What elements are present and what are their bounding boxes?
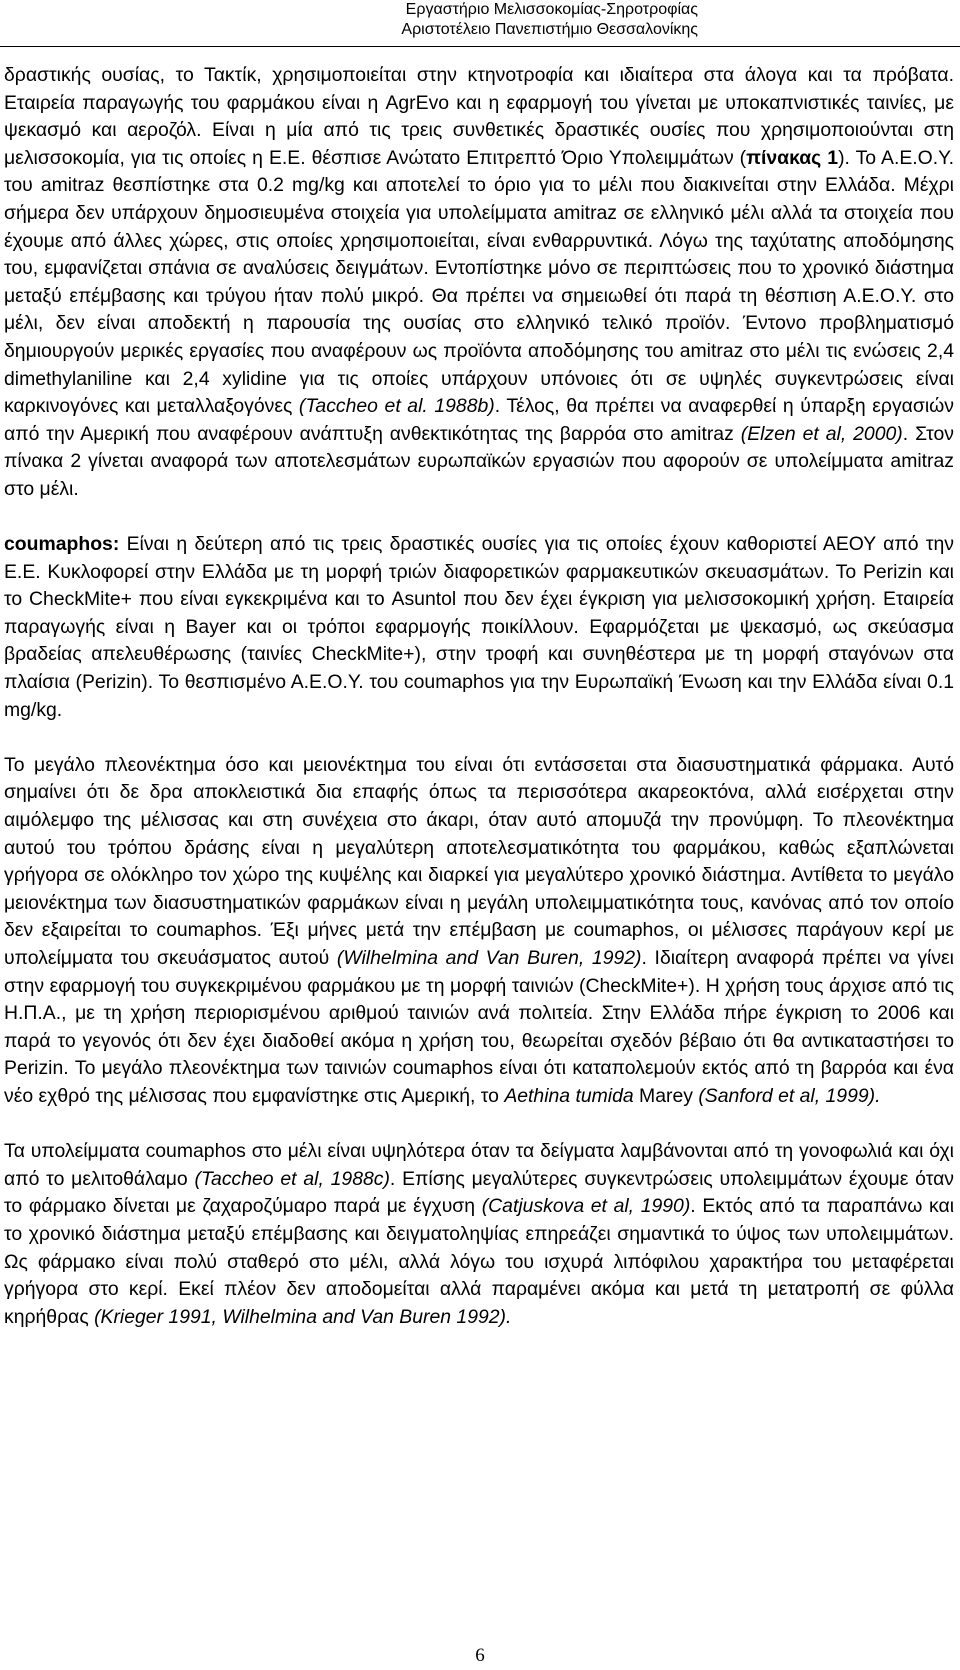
page-header [178, 0, 698, 40]
citation-text: (Krieger 1991, Wilhelmina and Van Buren 1992). [94, 1305, 512, 1328]
emphasis-text: πίνακας 1 [746, 146, 839, 169]
paragraph-text: . Επίσης μεγαλύτερες συγκεντρώσεις υπολειμμάτων έχουμε όταν το φάρμακο δίνεται με ζαχαροζύμαρο παρά με έγχυση [4, 1167, 954, 1218]
citation-text: Aethina tumida [504, 1084, 634, 1107]
paragraph-text: . Τέλος, θα πρέπει να αναφερθεί η ύπαρξη εργασιών από την Αμερική που αναφέρουν ανάπτυξη ανθεκτικότητας της βαρρόα στο amitraz [4, 395, 954, 445]
paragraph-text: Το μεγάλο πλεονέκτημα όσο και μειονέκτημα του είναι ότι εντάσσεται στα διασυστηματικά φάρμακα. Αυτό σημαίνει ότι δε δρα αποκλειστικά δια επαφής όπως τα περισσότερα ακαρεοκτόνα, αλλά εισέρχεται στην αιμόλεμφο της μέλισσας και στη συνέχεια στο άκαρι, όταν αυτό απομυζά την προνύμφη. Το πλεονέκτημα αυτού του τρόπου δράσης είναι η μεγαλύτερη αποτελεσματικότητα του φαρμάκου, καθώς εξαπλώνεται γρήγορα σε ολόκληρο τον χώρο της κυψέλης και διαρκεί για μεγαλύτερο χρονικό διάστημα. Αντίθετα το μεγάλο μειονέκτημα των διασυστηματικών φαρμάκων είναι η μεγάλη υπολειμματικότητα τους, κανόνας από τον οποίο δεν εξαιρείται το coumaphos. Έξι μήνες μετά την επέμβαση με coumaphos, οι μέλισσες παράγουν κερί με υπολείμματα του σκευάσματος αυτού [4, 753, 954, 969]
paragraph-text: Τα υπολείμματα coumaphos στο μέλι είναι υψηλότερα όταν τα δείγματα λαμβάνονται από τη γονοφωλιά και όχι από το μελιτοθάλαμο [4, 1140, 954, 1190]
paragraph-text: Είναι η δεύτερη από τις τρεις δραστικές ουσίες για τις οποίες έχουν καθοριστεί ΑΕΟΥ από την Ε.Ε. Κυκλοφορεί στην Ελλάδα με τη μορφή τριών διαφορετικών φαρμακευτικών σκευασμάτων. Το Perizin και το CheckMite+ που είναι εγκεκριμένα και το Asuntol που δεν έχει έγκριση για μελισσοκομική χρήση. Εταιρεία παραγωγής είναι η Bayer και οι τρόποι εφαρμογής ποικίλλουν. Εφαρμόζεται με ψεκασμό, ως σκεύασμα βραδείας απελευθέρωσης (ταινίες CheckMite+), στην τροφή και συνηθέστερα με τη μορφή σταγόνων στα πλαίσια (Perizin). Το θεσπισμένο Α.Ε.Ο.Υ. του coumaphos για την Ευρωπαϊκή Ένωση και την Ελλάδα είναι 0.1 mg/kg. [4, 533, 954, 721]
page-number: 6 [475, 1645, 485, 1666]
header-divider [0, 46, 960, 47]
body-paragraph [4, 752, 954, 1111]
citation-text: (Sanford et al, 1999). [698, 1084, 881, 1107]
paragraph-text: ). Το Α.Ε.Ο.Υ. του amitraz θεσπίστηκε στα 0.2 mg/kg και αποτελεί το όριο για το μέλι που διακινείται στην Ελλάδα. Μέχρι σήμερα δεν υπάρχουν δημοσιευμένα στοιχεία για υπολείμματα amitraz σε ελληνικό μέλι αλλά τα στοιχεία που έχουμε από άλλες χώρες, στις οποίες χρησιμοποιείται, είναι ενθαρρυντικά. Λόγω της ταχύτατης αποδόμησης του, εμφανίζεται σπάνια σε αναλύσεις δειγμάτων. Εντοπίστηκε μόνο σε περιπτώσεις που το χρονικό διάστημα μεταξύ επέμβασης και τρύγου ήταν πολύ μικρό. Θα πρέπει να σημειωθεί ότι παρά τη θέσπιση Α.Ε.Ο.Υ. στο μέλι, δεν είναι αποδεκτή η παρουσία της ουσίας στο ελληνικό τελικό προϊόν. Έντονο προβληματισμό δημιουργούν μερικές εργασίες που αναφέρουν ως προϊόντα αποδόμησης του amitraz στο μέλι τις ενώσεις 2,4 dimethylaniline και 2,4 xylidine για τις οποίες υπάρχουν υπόνοιες ότι σε υψηλές συγκεντρώσεις είναι καρκινογόνες και μεταλλαξογόνες [4, 146, 954, 418]
citation-text: (Elzen et al, 2000) [740, 422, 903, 445]
citation-text: (Catjuskova et al, 1990) [481, 1195, 691, 1218]
body-paragraph [4, 62, 954, 504]
paragraph-text: Marey [633, 1084, 699, 1107]
citation-text: (Taccheo et al, 1988c) [194, 1167, 390, 1190]
paragraph-text: δραστικής ουσίας, το Τακτίκ, χρησιμοποιείται στην κτηνοτροφία και ιδιαίτερα στα άλογα και τα πρόβατα. Εταιρεία παραγωγής του φαρμάκου είναι η AgrEvo και η εφαρμογή του γίνεται με υποκαπνιστικές ταινίες, με ψεκασμό και αεροζόλ. Είναι η μία από τις τρεις συνθετικές δραστικές ουσίες που χρησιμοποιούνται στη μελισσοκομία, για τις οποίες η Ε.Ε. θέσπισε Ανώτατο Επιτρεπτό Όριο Υπολειμμάτων ( [4, 64, 954, 169]
paragraph-text: . Στον πίνακα 2 γίνεται αναφορά των αποτελεσμάτων ευρωπαϊκών εργασιών που αφορούν σε υπολείμματα amitraz στο μέλι. [4, 422, 954, 500]
emphasis-text: coumaphos: [4, 533, 120, 556]
header-lab-name: Εργαστήριο Μελισσοκομίας-Σηροτροφίας [405, 1, 698, 18]
document-body [4, 62, 954, 1331]
body-paragraph [4, 1138, 954, 1331]
paragraph-text: . Εκτός από τα παραπάνω και το χρονικό διάστημα μεταξύ επέμβασης και δειγματοληψίας επηρεάζει σημαντικά το ύψος των υπολειμμάτων. Ως φάρμακο είναι πολύ σταθερό στο μέλι, αλλά λόγω του ισχυρά λιπόφιλου χαρακτήρα του μεταφέρεται γρήγορα στο κερί. Εκεί πλέον δεν αποδομείται αλλά παραμένει ακόμα και μετά τη μετατροπή σε φύλλα κηρήθρας [4, 1195, 954, 1328]
paragraph-text: . Ιδιαίτερη αναφορά πρέπει να γίνει στην εφαρμογή του συγκεκριμένου φαρμάκου με τη μορφή ταινιών (CheckMite+). Η χρήση τους άρχισε από τις Η.Π.Α., με τη χρήση περιορισμένου αριθμού ταινιών ανά πολιτεία. Στην Ελλάδα πήρε έγκριση το 2006 και παρά το γεγονός ότι δεν έχει διαδοθεί ακόμα η χρήση του, θεωρείται σχεδόν βέβαιο ότι θα αντικαταστήσει το Perizin. Το μεγάλο πλεονέκτημα των ταινιών coumaphos είναι ότι καταπολεμούν εκτός από τη βαρρόα και ένα νέο εχθρό της μέλισσας που εμφανίστηκε στις Αμερική, το [4, 947, 954, 1107]
citation-text: (Taccheo et al. 1988b) [298, 395, 495, 418]
header-university-name: Αριστοτέλειο Πανεπιστήμιο Θεσσαλονίκης [401, 21, 698, 38]
body-paragraph [4, 531, 954, 724]
citation-text: (Wilhelmina and Van Buren, 1992) [336, 947, 642, 969]
